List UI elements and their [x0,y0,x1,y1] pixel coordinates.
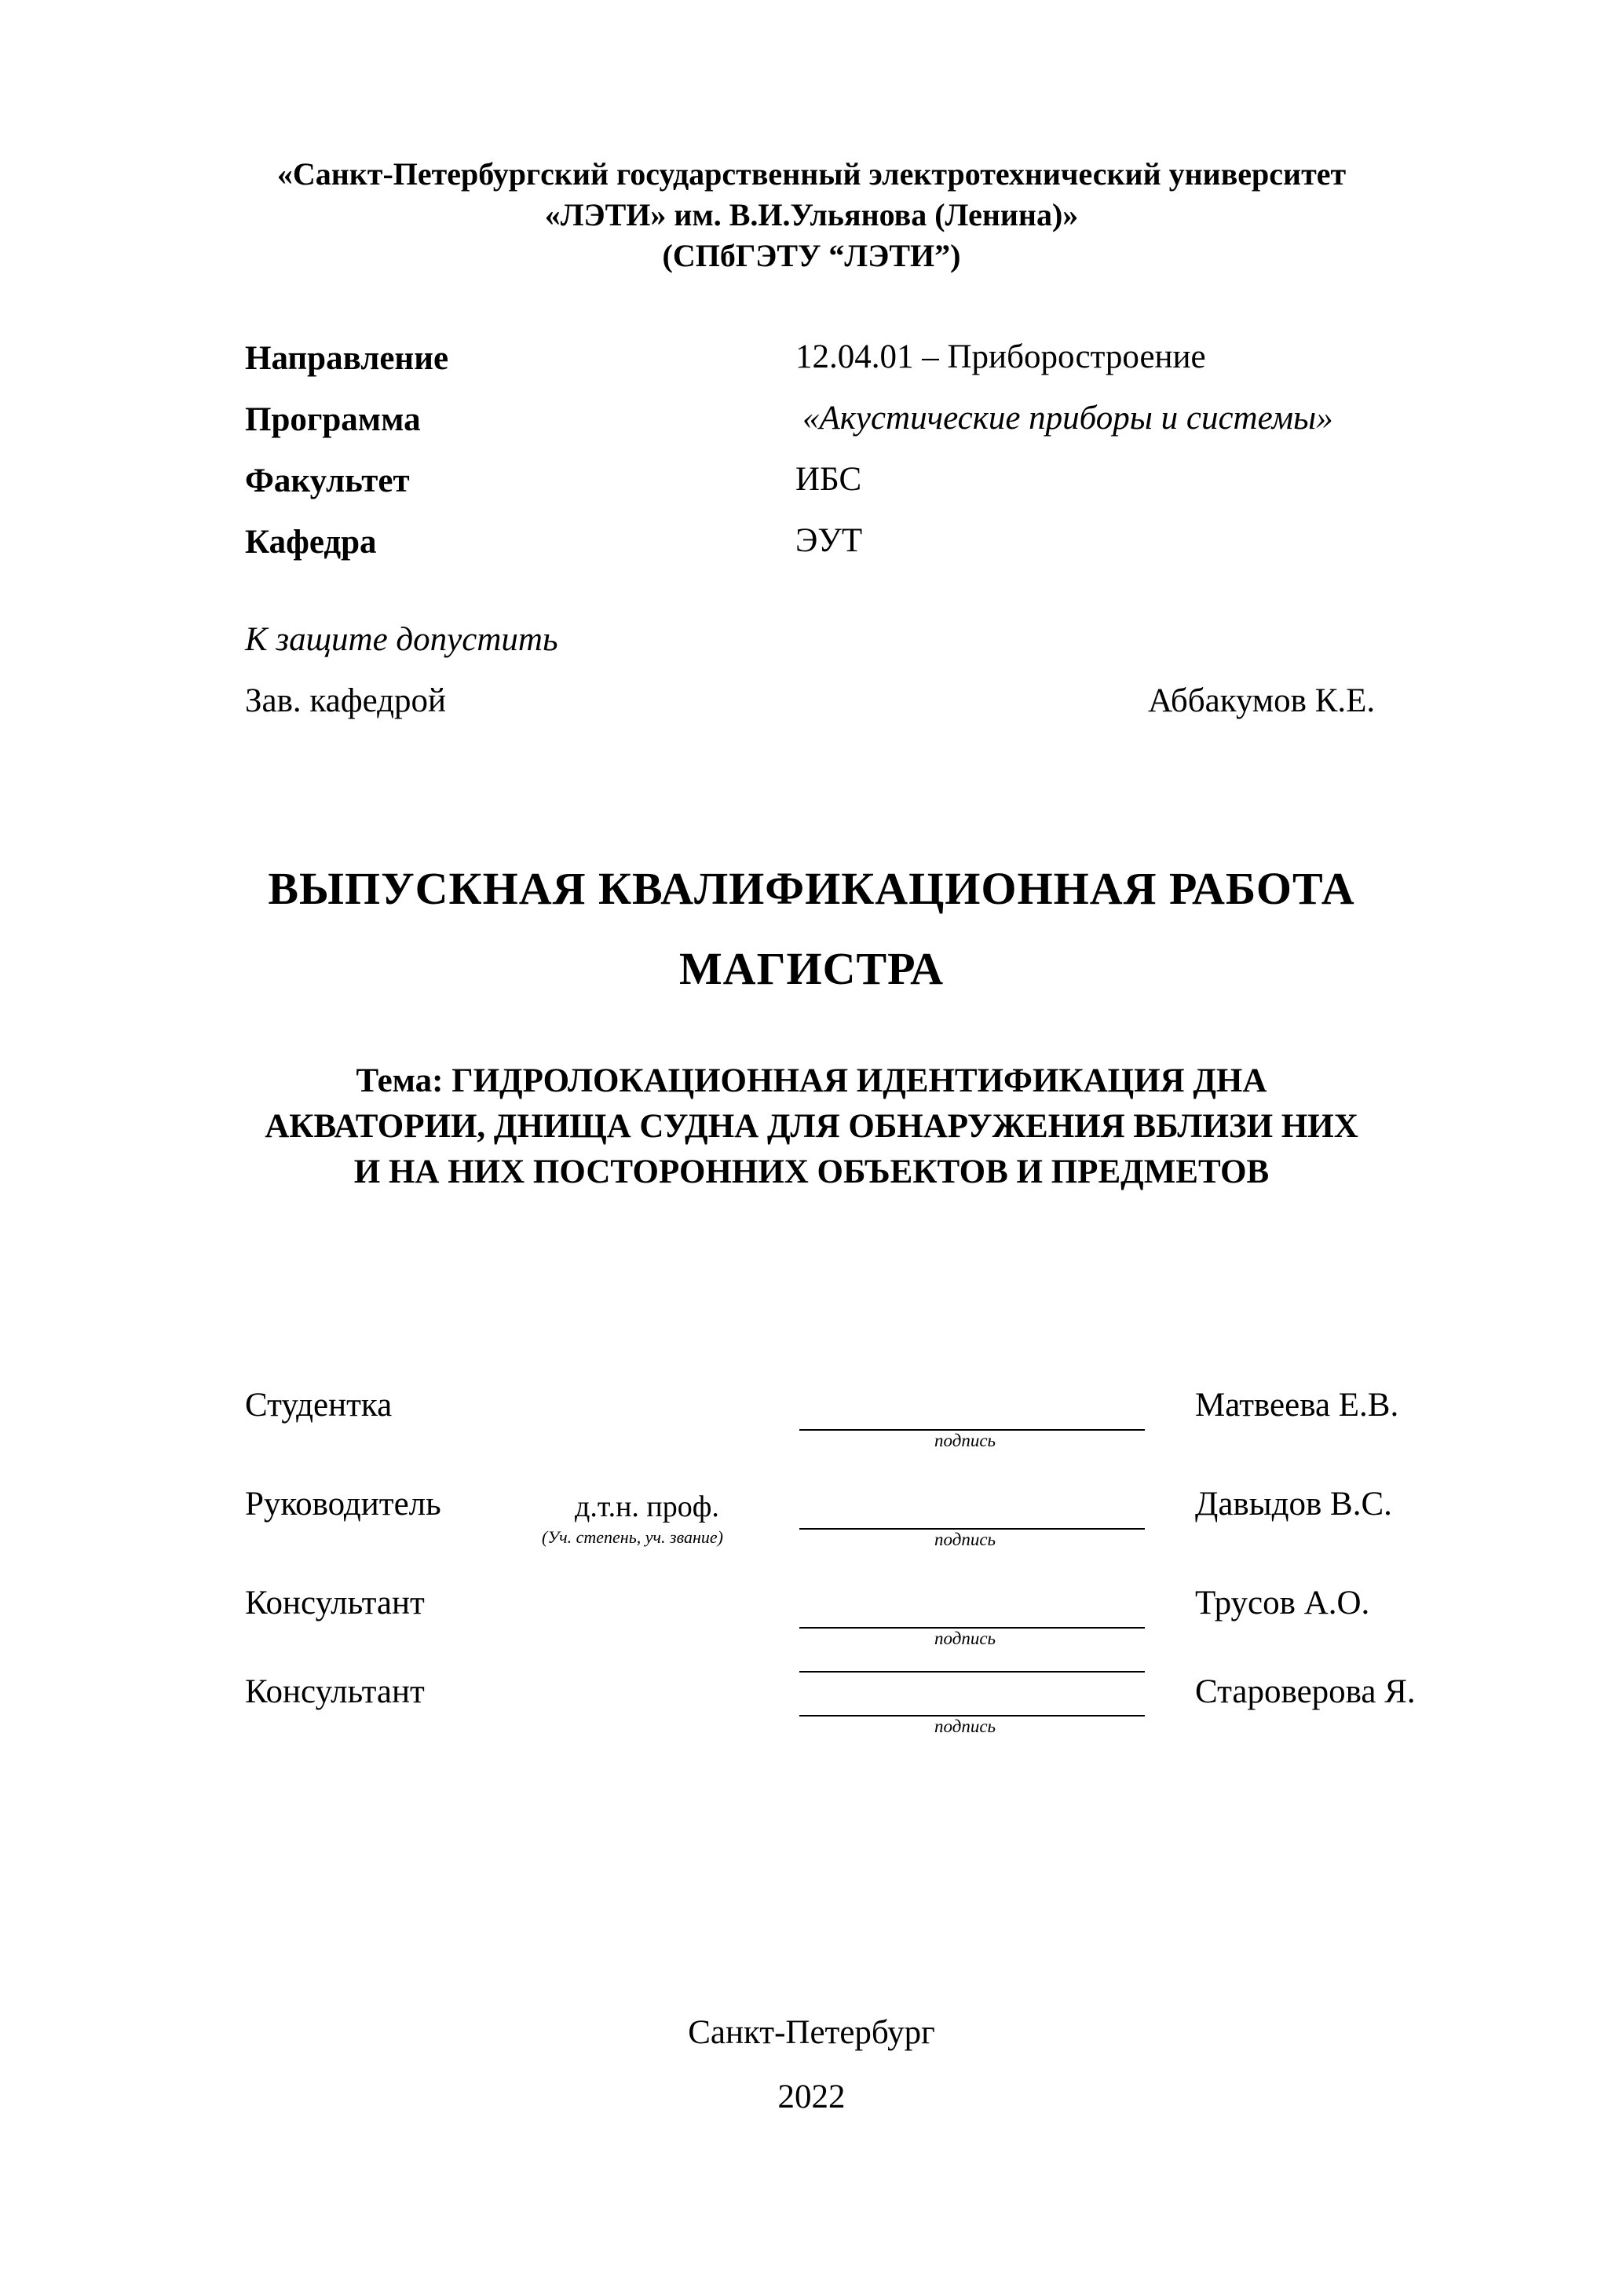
program-value: «Акустические приборы и системы» [802,400,1333,437]
student-role: Студентка [245,1387,393,1424]
head-of-department-name: Аббакумов К.Е. [1148,682,1376,719]
university-abbreviation: (СПбГЭТУ “ЛЭТИ”) [662,238,961,273]
topic-line3: И НА НИХ ПОСТОРОННИХ ОБЪЕКТОВ И ПРЕДМЕТОВ [353,1153,1270,1190]
direction-value: 12.04.01 – Приборостроение [795,338,1206,375]
city: Санкт-Петербург [688,2014,935,2051]
supervisor-signature-caption: подпись [934,1530,996,1549]
year: 2022 [777,2078,846,2115]
consultant1-name: Трусов А.О. [1195,1585,1370,1621]
topic-line2: АКВАТОРИИ, ДНИЩА СУДНА ДЛЯ ОБНАРУЖЕНИЯ ВБЛИЗИ НИХ [265,1108,1358,1145]
supervisor-name: Давыдов В.С. [1195,1486,1392,1523]
consultant2-role: Консультант [245,1673,425,1710]
department-value: ЭУТ [795,522,863,559]
approval-text: К защите допустить [245,621,558,658]
head-of-department-label: Зав. кафедрой [245,682,447,719]
supervisor-degree-caption: (Уч. степень, уч. звание) [542,1527,723,1547]
consultant2-signature-caption: подпись [934,1717,996,1736]
student-name: Матвеева Е.В. [1195,1387,1399,1424]
university-name-line1: «Санкт-Петербургский государственный электротехнический университет [276,156,1347,192]
faculty-label: Факультет [245,462,410,499]
supervisor-degree: д.т.н. проф. [575,1490,719,1523]
program-label: Программа [245,401,421,438]
consultant2-name: Староверова Я. [1195,1673,1416,1710]
direction-label: Направление [245,340,449,377]
faculty-value: ИБС [795,461,862,498]
consultant1-role: Консультант [245,1585,425,1621]
student-signature-caption: подпись [934,1431,996,1450]
supervisor-role: Руководитель [245,1486,441,1523]
topic-line1: Тема: ГИДРОЛОКАЦИОННАЯ ИДЕНТИФИКАЦИЯ ДНА [356,1062,1267,1099]
consultant1-extra-line [799,1671,1145,1673]
document-title-line2: МАГИСТРА [678,943,945,994]
department-label: Кафедра [245,524,377,561]
consultant1-signature-caption: подпись [934,1629,996,1648]
document-title-line1: ВЫПУСКНАЯ КВАЛИФИКАЦИОННАЯ РАБОТА [268,863,1355,914]
university-name-line2: «ЛЭТИ» им. В.И.Ульянова (Ленина)» [544,197,1079,232]
